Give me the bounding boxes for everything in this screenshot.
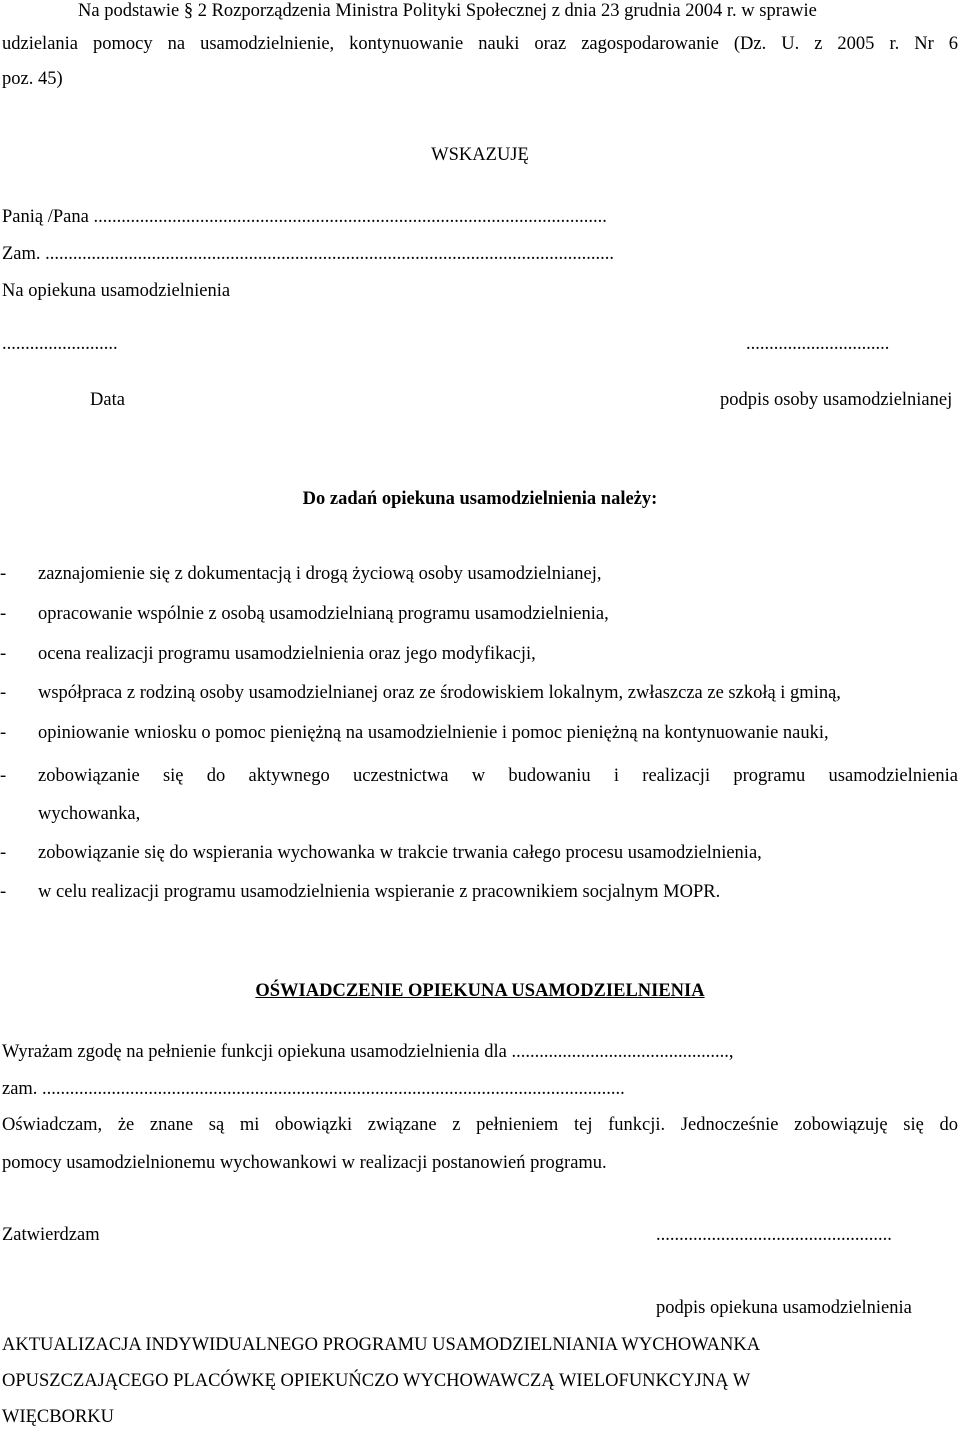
duty-item: opracowanie wspólnie z osobą usamodzielnianą programu usamodzielnienia, <box>38 604 609 624</box>
footer-line-1: AKTUALIZACJA INDYWIDUALNEGO PROGRAMU USAMODZIELNIANIA WYCHOWANKA <box>2 1335 761 1355</box>
approval-dots: ................................................... <box>656 1225 892 1245</box>
intro-line-1: Na podstawie § 2 Rozporządzenia Ministra Polityki Społecznej z dnia 23 grudnia 2004 r. w sprawie <box>78 1 817 21</box>
date-label: Data <box>90 390 125 410</box>
signature-label: podpis osoby usamodzielnianej <box>720 390 953 410</box>
date-dots: ......................... <box>2 334 118 354</box>
duty-item: zobowiązanie się do aktywnego uczestnictwa w budowaniu i realizacji programu usamodzielnienia <box>38 766 958 786</box>
bullet: - <box>0 843 7 863</box>
pania-pana-field: Panią /Pana ............................................................................................................... <box>2 207 607 227</box>
bullet: - <box>0 604 7 624</box>
duty-item: zobowiązanie się do wspierania wychowanka w trakcie trwania całego procesu usamodzielnienia, <box>38 843 762 863</box>
intro-line-3: poz. 45) <box>2 69 63 89</box>
approval-label: Zatwierdzam <box>2 1225 100 1245</box>
duty-item: w celu realizacji programu usamodzielnienia wspieranie z pracownikiem socjalnym MOPR. <box>38 882 721 902</box>
bullet: - <box>0 882 7 902</box>
declaration-line-3: Oświadczam, że znane są mi obowiązki związane z pełnieniem tej funkcji. Jednocześnie zobowiązuję się do <box>2 1115 958 1135</box>
footer-line-3: WIĘCBORKU <box>2 1407 115 1427</box>
duty-item-continuation: wychowanka, <box>38 804 141 824</box>
wskazuje-title: WSKAZUJĘ <box>431 145 529 165</box>
signature-dots: ............................... <box>746 334 890 354</box>
bullet: - <box>0 564 7 584</box>
duty-item: zaznajomienie się z dokumentacją i drogą życiową osoby usamodzielnianej, <box>38 564 602 584</box>
role-label: Na opiekuna usamodzielnienia <box>2 281 231 301</box>
zam-field: Zam. ........................................................................................................................... <box>2 244 615 264</box>
bullet: - <box>0 766 7 786</box>
bullet: - <box>0 683 7 703</box>
duty-item: opiniowanie wniosku o pomoc pieniężną na usamodzielnienie i pomoc pieniężną na kontynuowanie nauki, <box>38 723 829 743</box>
bullet: - <box>0 723 7 743</box>
intro-line-2: udzielania pomocy na usamodzielnienie, kontynuowanie nauki oraz zagospodarowanie (Dz. U. z 2005 r. Nr 6 <box>2 34 958 54</box>
declaration-line-1: Wyrażam zgodę na pełnienie funkcji opiekuna usamodzielnienia dla ..............................................., <box>2 1042 734 1062</box>
footer-line-2: OPUSZCZAJĄCEGO PLACÓWKĘ OPIEKUŃCZO WYCHOWAWCZĄ WIELOFUNKCYJNĄ W <box>2 1371 751 1391</box>
duty-item: współpraca z rodziną osoby usamodzielnianej oraz ze środowiskiem lokalnym, zwłaszcza ze szkołą i gminą, <box>38 683 841 703</box>
declaration-heading: OŚWIADCZENIE OPIEKUNA USAMODZIELNIENIA <box>255 981 705 1001</box>
duties-heading: Do zadań opiekuna usamodzielnienia należy: <box>302 489 658 509</box>
declaration-line-4: pomocy usamodzielnionemu wychowankowi w realizacji postanowień programu. <box>2 1153 607 1173</box>
bullet: - <box>0 644 7 664</box>
approval-signature-label: podpis opiekuna usamodzielnienia <box>656 1298 912 1318</box>
duty-item: ocena realizacji programu usamodzielnienia oraz jego modyfikacji, <box>38 644 536 664</box>
declaration-line-2: zam. .............................................................................................................................. <box>2 1079 625 1099</box>
